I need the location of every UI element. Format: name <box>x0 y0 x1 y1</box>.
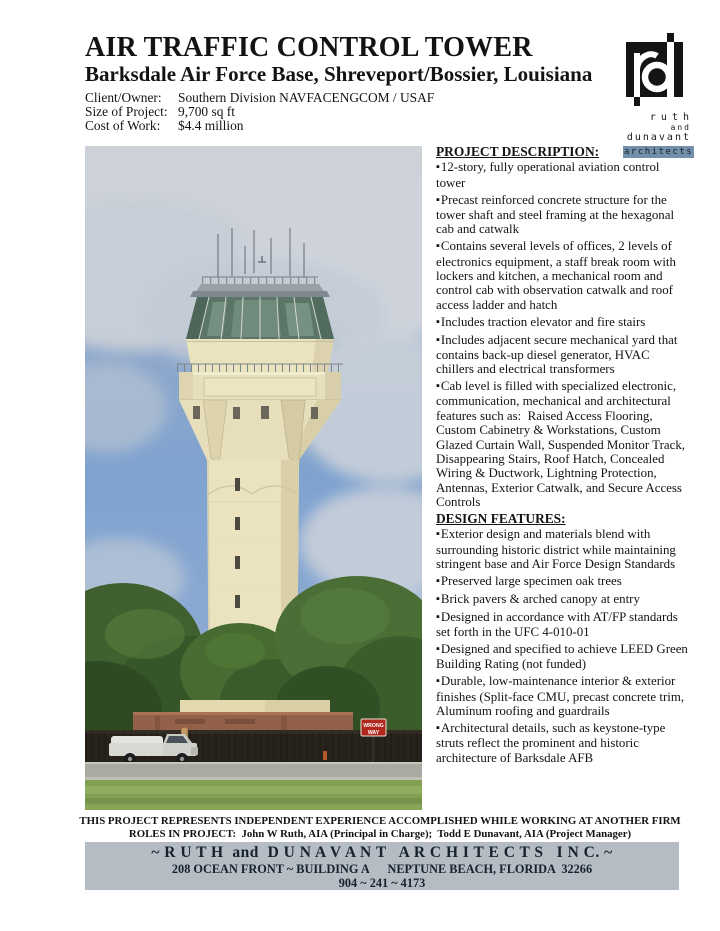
bullet-item: ▪ Durable, low-maintenance interior & exterior finishes (Split-face CMU, precast concrete trim, Aluminum roofing and guardrails <box>436 674 689 718</box>
tower-photo-art <box>85 146 422 810</box>
logo-name-ruth: ruth <box>649 112 694 123</box>
info-label: Cost of Work: <box>85 117 161 133</box>
info-label: Size of Project: <box>85 103 168 119</box>
road <box>85 762 422 781</box>
grass <box>85 780 422 810</box>
project-info-table <box>85 91 434 132</box>
bullet-item: ▪ Exterior design and materials blend with surrounding historic district while maintaining stringent base and Air Force Design Standards <box>436 527 689 571</box>
footer-band <box>85 842 679 890</box>
info-value: 9,700 sq ft <box>178 103 235 119</box>
bullet-item: ▪ Precast reinforced concrete structure for the tower shaft and steel framing at the hexagonal cab and catwalk <box>436 193 689 237</box>
bullet-item: ▪ Brick pavers & arched canopy at entry <box>436 592 689 607</box>
logo-name-dunavant: dunavant <box>626 132 691 143</box>
bullet-item: ▪ Designed in accordance with AT/FP standards set forth in the UFC 4-010-01 <box>436 610 689 640</box>
project-description-heading: PROJECT DESCRIPTION: <box>436 144 600 159</box>
design-features-bullets <box>436 527 692 765</box>
cab-glass <box>186 297 334 339</box>
project-description-bullets <box>436 160 689 509</box>
bullet-item: ▪ Preserved large specimen oak trees <box>436 574 689 589</box>
tower-photo <box>85 146 422 810</box>
bullet-item: ▪ Cab level is filled with specialized electronic, communication, mechanical and architectural features such as: Raised Access Flooring, Custom Cabinetry & Workstations, Custom Glazed Curtain Wall, Suspended Monitor Track, Disappearing Stairs, Roof Hatch, Concealed Wiring & Ductwork, Lightning Protection, Antennas, Exterior Catwalk, and Secure Access Controls <box>436 379 689 509</box>
marker-post <box>323 751 327 760</box>
info-row <box>85 119 434 133</box>
firm-logo <box>623 33 694 158</box>
project-text-column <box>436 144 692 767</box>
page-title: AIR TRAFFIC CONTROL TOWER <box>85 32 533 63</box>
rd-monogram-icon <box>623 33 687 107</box>
footer-address: 208 OCEAN FRONT ~ BUILDING A NEPTUNE BEACH, FLORIDA 32266 <box>171 862 593 876</box>
info-label: Client/Owner: <box>85 90 162 105</box>
logo-name-and: and <box>670 123 691 132</box>
info-row <box>85 105 434 119</box>
info-row <box>85 91 434 105</box>
bullet-item: ▪ Architectural details, such as keystone-type struts reflect the prominent and historic architecture of Barksdale AFB <box>436 721 689 765</box>
logo-name-architects: architects <box>624 147 694 157</box>
bullet-item: ▪ Includes adjacent secure mechanical yard that contains back-up diesel generator, HVAC chillers and electrical transformers <box>436 333 689 377</box>
bullet-item: ▪ Designed and specified to achieve LEED Green Building Rating (not funded) <box>436 642 689 672</box>
footer-roles: ROLES IN PROJECT: John W Ruth, AIA (Principal in Charge); Todd E Dunavant, AIA (Project Manager) <box>128 828 632 840</box>
bullet-item: ▪ Includes traction elevator and fire stairs <box>436 315 689 330</box>
info-value: $4.4 million <box>178 117 244 133</box>
bullet-item: ▪ 12-story, fully operational aviation control tower <box>436 160 689 190</box>
design-features-heading: DESIGN FEATURES: <box>436 510 566 526</box>
page-subtitle: Barksdale Air Force Base, Shreveport/Bossier, Louisiana <box>85 62 593 86</box>
wrong-way-sign-line1: WRONG <box>363 723 384 729</box>
wrong-way-sign-line2: WAY <box>367 730 380 736</box>
footer-company-name: ~ R U T H and D U N A V A N T A R C H I T E C T S I N C. ~ <box>151 844 613 861</box>
footer-phone: 904 ~ 241 ~ 4173 <box>338 876 426 890</box>
info-value: Southern Division NAVFACENGCOM / USAF <box>178 90 435 105</box>
bullet-item: ▪ Contains several levels of offices, 2 levels of electronics equipment, a staff break room with lockers and kitchen, a mechanical room and control cab with observation catwalk and roof access ladder and hatch <box>436 239 689 312</box>
footer-disclaimer: THIS PROJECT REPRESENTS INDEPENDENT EXPERIENCE ACCOMPLISHED WHILE WORKING AT ANOTHER FIRM <box>79 815 681 827</box>
